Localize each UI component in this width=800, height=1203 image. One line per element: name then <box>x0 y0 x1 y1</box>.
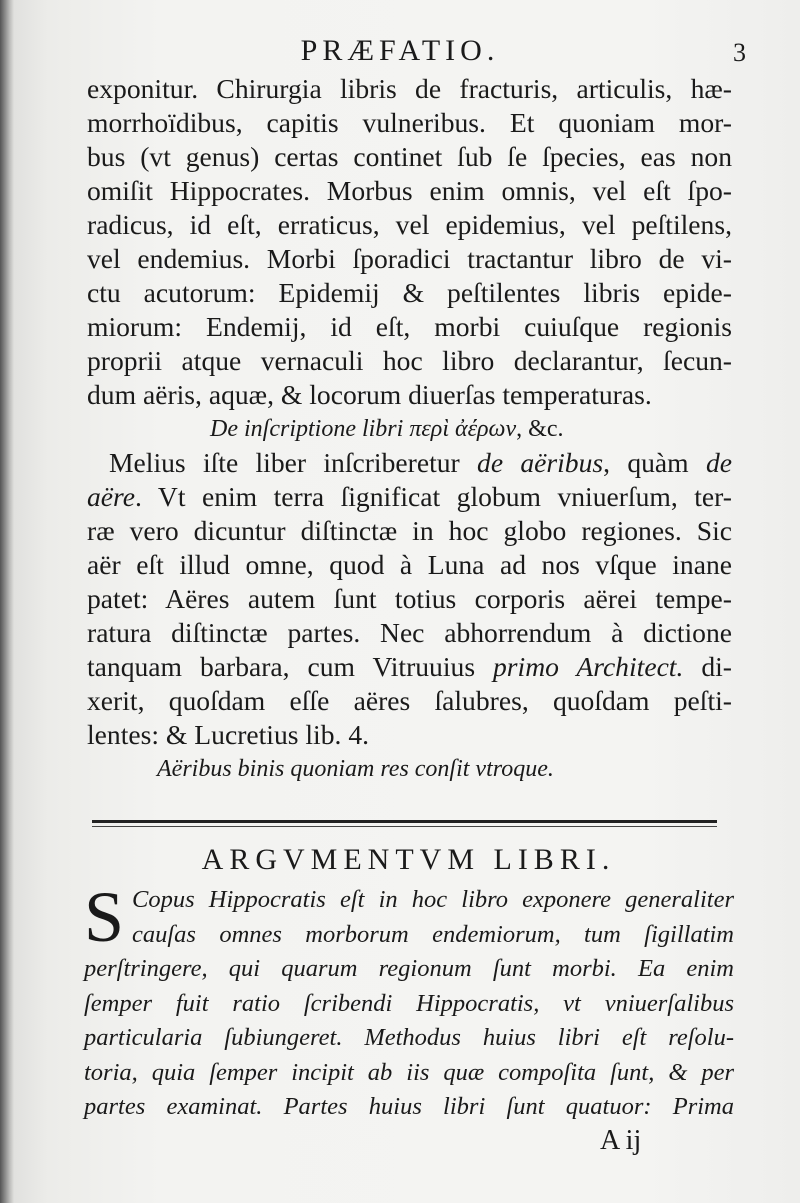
text-line: partes examinat. Partes huius libri ſunt quatuor: Prima <box>84 1093 734 1120</box>
running-head: PRÆFATIO. <box>300 34 500 67</box>
text-line: patet: Aëres autem ſunt totius corporis aërei tempe- <box>87 583 732 614</box>
italic-citation: primo Architect. <box>493 651 684 682</box>
text-line: dum aëris, aquæ, & locorum diuerſas temperaturas. <box>87 379 652 410</box>
text-line: aër eſt illud omne, quod à Luna ad nos vſque inane <box>87 549 732 580</box>
text-line: ræ vero dicuntur diſtinctæ in hoc globo regiones. Sic <box>87 515 732 546</box>
text-line <box>87 480 732 514</box>
subhead-tail: , &c. <box>516 416 564 442</box>
text-span: Melius iſte liber inſcriberetur <box>109 447 478 478</box>
page-gutter-shadow <box>0 0 14 1203</box>
text-line: lentes: & Lucretius lib. 4. <box>87 719 370 750</box>
text-line: toria, quia ſemper incipit ab iis quæ compoſita ſunt, & per <box>84 1058 734 1086</box>
text-line: morrhoïdibus, capitis vulneribus. Et quoniam mor- <box>87 107 732 138</box>
text-line: radicus, id eſt, erraticus, vel epidemius, vel peſtilens, <box>87 209 732 240</box>
ornamental-rule <box>92 820 717 823</box>
subhead-greek: περὶ ἀέρων <box>409 416 517 442</box>
italic-term: de aëribus <box>477 447 604 478</box>
text-line: miorum: Endemij, id eſt, morbi cuiuſque regionis <box>87 311 732 342</box>
text-line: vel endemius. Morbi ſporadici tractantur libro de vi- <box>87 243 732 274</box>
italic-term: aëre <box>87 481 136 512</box>
verse-quotation: Aëribus binis quoniam res conſit vtroque. <box>157 756 554 782</box>
text-line: Copus Hippocratis eſt in hoc libro exponere generaliter <box>132 886 734 913</box>
text-line: proprii atque vernaculi hoc libro declarantur, ſecun- <box>87 345 732 376</box>
ornamental-rule-thin <box>92 826 717 827</box>
text-line: particularia ſubiungeret. Methodus huius libri eſt reſolu- <box>84 1024 734 1051</box>
argument-text <box>84 877 734 1125</box>
page-number: 3 <box>733 38 746 67</box>
text-line: exponitur. Chirurgia libris de fracturis, articulis, hæ- <box>87 73 732 104</box>
text-line: bus (vt genus) certas continet ſub ſe ſpecies, eas non <box>87 141 732 172</box>
text-span: . Vt enim terra ſignificat globum vniuerſum, ter- <box>135 481 732 512</box>
subhead-lead: De inſcriptione libri <box>210 416 410 442</box>
text-line: cauſas omnes morborum endemiorum, tum ſigillatim <box>132 920 734 948</box>
italic-term: de <box>705 447 732 478</box>
text-line: ratura diſtinctæ partes. Nec abhorrendum à dictione <box>87 617 732 648</box>
text-span: di- <box>683 651 732 682</box>
text-span: , quàm <box>603 447 706 478</box>
text-line: ſemper fuit ratio ſcribendi Hippocratis, vt vniuerſalibus <box>84 989 734 1017</box>
text-line <box>87 650 732 684</box>
text-line: perſtringere, qui quarum regionum ſunt morbi. Ea enim <box>84 955 734 982</box>
text-span: tanquam barbara, cum Vitruuius <box>87 651 493 682</box>
preface-text <box>87 72 732 786</box>
signature-mark: A ij <box>600 1125 642 1156</box>
section-subheading <box>87 412 732 446</box>
text-line <box>87 446 732 480</box>
section-title: ARGVMENTVM LIBRI. <box>201 843 616 876</box>
text-line: omiſit Hippocrates. Morbus enim omnis, vel eſt ſpo- <box>87 175 732 206</box>
drop-cap: S <box>84 877 125 957</box>
text-line: xerit, quoſdam eſſe aëres ſalubres, quoſdam peſti- <box>87 685 732 716</box>
page-header <box>60 34 746 74</box>
text-line: ctu acutorum: Epidemij & peſtilentes libris epide- <box>87 277 732 308</box>
